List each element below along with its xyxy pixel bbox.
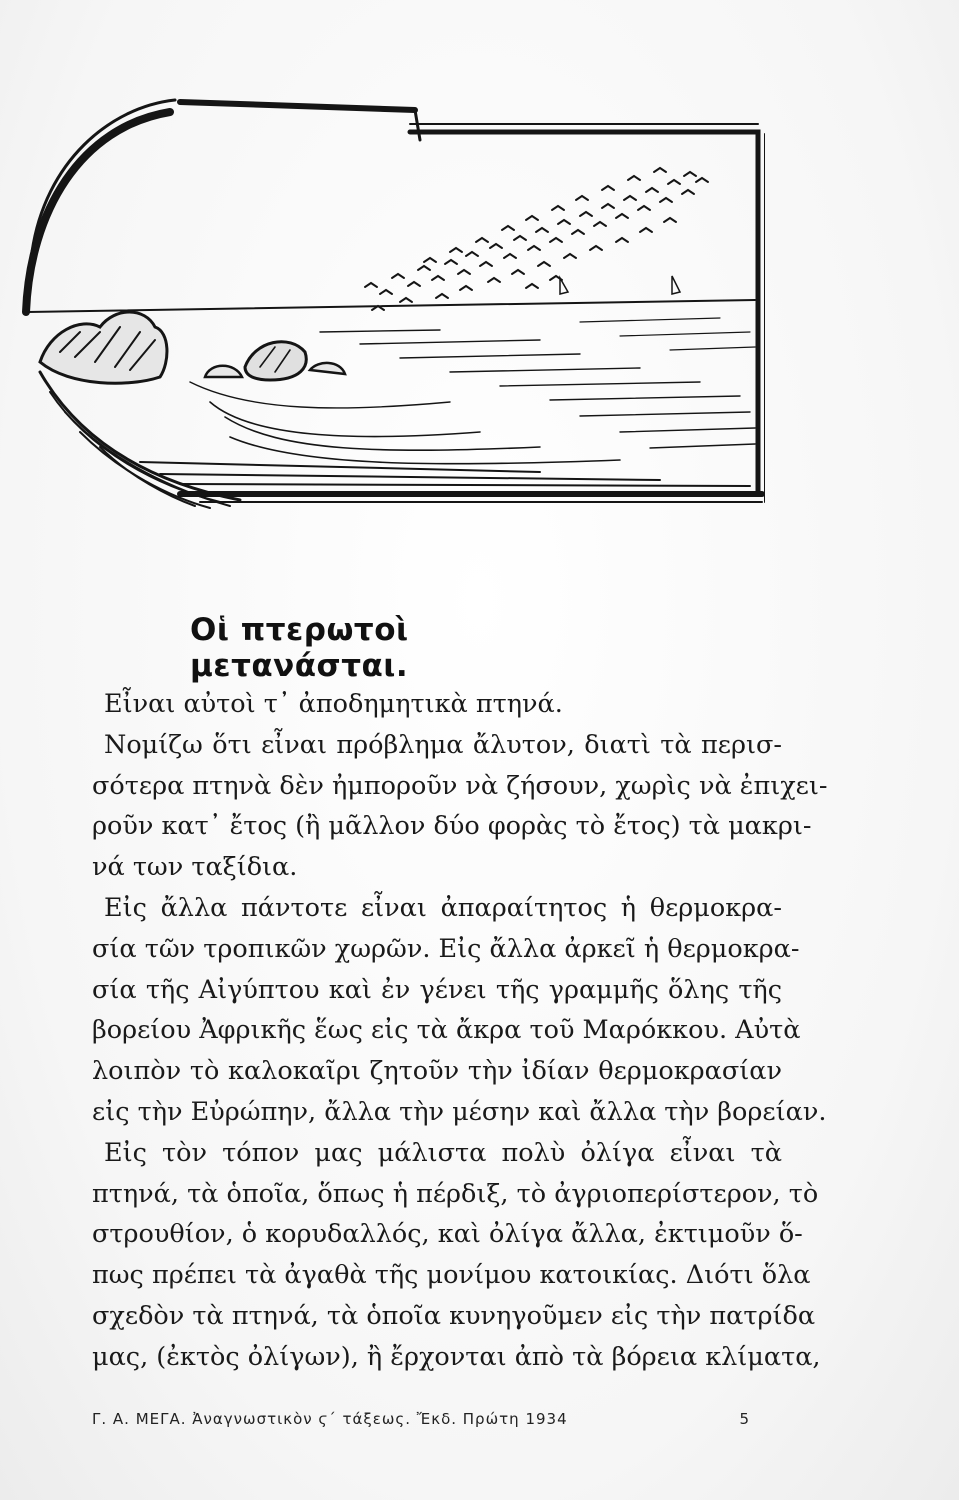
- paragraph-4: [92, 1133, 821, 1378]
- article-title: Οἱ πτερωτοὶ μετανάσται.: [190, 612, 409, 684]
- text-line: λοιπὸν τὸ καλοκαῖρι ζητοῦν τὴν ἰδίαν θερμοκρασίαν: [92, 1056, 782, 1087]
- text-line: σχεδὸν τὰ πτηνά, τὰ ὁποῖα κυνηγοῦμεν εἰς τὴν πατρίδα: [92, 1300, 816, 1331]
- paragraph-3: [92, 888, 827, 1133]
- text-line: πως πρέπει τὰ ἀγαθὰ τῆς μονίμου κατοικίας. Διότι ὅλα: [92, 1260, 811, 1291]
- text-line: Εἶναι αὐτοὶ τ᾽ ἀποδημητικὰ πτηνά.: [104, 689, 563, 719]
- article-body: [92, 684, 828, 1378]
- text-line: στρουθίον, ὁ κορυδαλλός, καὶ ὀλίγα ἄλλα, ἐκτιμοῦν ὅ-: [92, 1219, 803, 1250]
- text-line: σία τῶν τροπικῶν χωρῶν. Εἰς ἄλλα ἀρκεῖ ἡ θερμοκρα-: [92, 933, 800, 964]
- text-line: νά των ταξίδια.: [92, 852, 298, 883]
- text-line: Νομίζω ὅτι εἶναι πρόβλημα ἄλυτον, διατὶ τὰ περισ-: [104, 729, 782, 760]
- page-number: 5: [739, 1410, 750, 1428]
- book-citation: Γ. Α. ΜΕΓΑ. Ἀναγνωστικὸν ϛ´ τάξεως. Ἔκδ. Πρώτη 1934: [92, 1410, 568, 1428]
- text-line: σότερα πτηνὰ δὲν ἠμποροῦν νὰ ζήσουν, χωρὶς νὰ ἐπιχει-: [92, 770, 828, 801]
- paragraph-1: [92, 684, 782, 725]
- text-line: βορείου Ἀφρικῆς ἕως εἰς τὰ ἄκρα τοῦ Μαρόκκου. Αὐτὰ: [92, 1015, 801, 1046]
- text-line: εἰς τὴν Εὐρώπην, ἄλλα τὴν μέσην καὶ ἄλλα τὴν βορείαν.: [92, 1096, 827, 1127]
- migrating-birds-illustration: [20, 82, 765, 552]
- text-line: Εἰς ἄλλα πάντοτε εἶναι ἀπαραίτητος ἡ θερμοκρα-: [104, 892, 782, 923]
- text-line: σία τῆς Αἰγύπτου καὶ ἐν γένει τῆς γραμμῆς ὅλης τῆς: [92, 974, 782, 1005]
- paragraph-2: [92, 725, 828, 888]
- text-line: Εἰς τὸν τόπον μας μάλιστα πολὺ ὀλίγα εἶναι τὰ: [104, 1137, 782, 1168]
- text-line: μας, (ἐκτὸς ὀλίγων), ἢ ἔρχονται ἀπὸ τὰ βόρεια κλίματα,: [92, 1341, 821, 1372]
- text-line: πτηνά, τὰ ὁποῖα, ὅπως ἡ πέρδιξ, τὸ ἀγριοπερίστερον, τὸ: [92, 1178, 819, 1209]
- text-line: ροῦν κατ᾽ ἔτος (ἢ μᾶλλον δύο φορὰς τὸ ἔτος) τὰ μακρι-: [92, 811, 812, 842]
